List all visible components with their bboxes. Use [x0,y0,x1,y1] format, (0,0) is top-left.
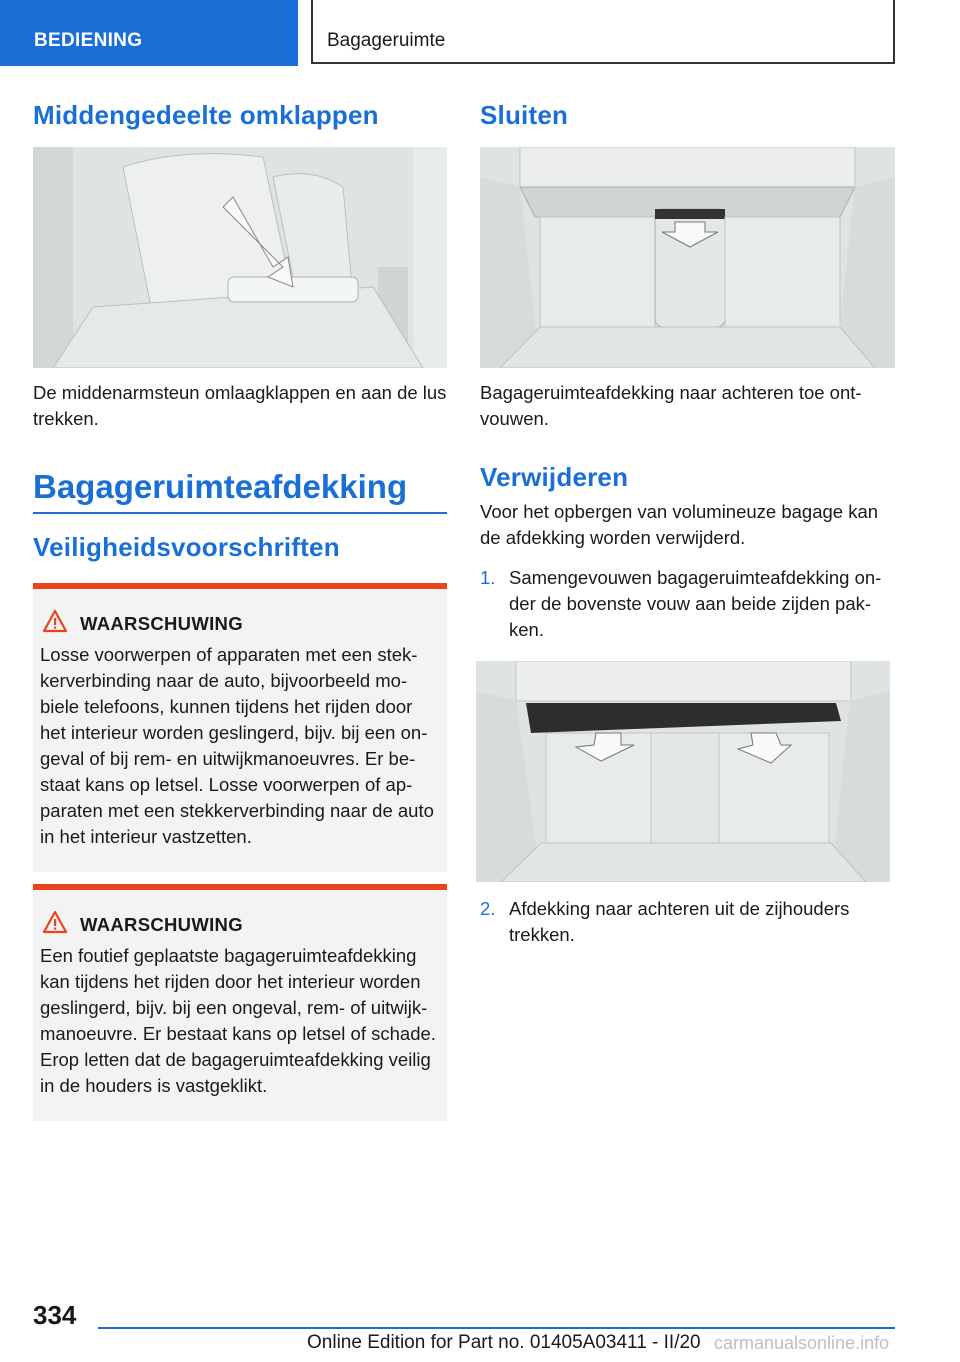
left-column [33,100,447,1121]
warning-label: WAARSCHUWING [80,612,243,634]
warning-box [33,884,447,1121]
right-column [480,100,895,948]
step-text: Afdekking naar achteren uit de zijhouders trekken. [509,898,850,945]
page-number: 334 [33,1300,77,1330]
watermark: carmanualsonline.info [714,1333,890,1353]
warning-text: Losse voorwerpen of apparaten met een stekkerverbinding naar de auto, bijvoorbeeld mobiele telefoons, kunnen tijdens het rijden door het interieur worden geslingerd, bijv. bij een ongeval of bij rem- en uitwijkmanoeuvres. Er bestaat kans op letsel. Losse voorwerpen of apparaten met een stekkerverbinding naar de auto in het interieur vastzetten. [40,644,434,847]
figure-rear-seat-armrest [33,147,447,368]
chapter-tab[interactable]: BEDIENING [0,0,298,66]
chapter-title: Bagageruimteafdekking [33,468,447,514]
close-instruction: Bagageruimteafdekking naar achteren toe ontvouwen. [480,382,862,429]
edition-text: Online Edition for Part no. 01405A03411 - II/20 [307,1332,701,1353]
warning-triangle-icon [40,609,80,638]
warning-triangle-icon [40,910,80,939]
fold-center-instruction: De middenarmsteun omlaagklappen en aan de lus trekken. [33,382,447,429]
warning-label: WAARSCHUWING [80,913,243,935]
section-title-remove: Verwijderen [480,462,629,492]
section-title-fold-center: Middengedeelte omklappen [33,100,379,130]
step-number: 1. [480,567,496,588]
list-item [480,565,895,643]
figure-cover-unfold [480,147,895,368]
section-header: Bagageruimte [311,0,895,64]
figure-cover-removal [476,661,890,882]
list-item [480,896,895,948]
remove-intro: Voor het opbergen van volumineuze bagage kan de afdekking worden verwijderd. [480,501,879,548]
warning-text: Een foutief geplaatste bagageruimteafdekking kan tijdens het rijden door het interieur worden geslingerd, bijv. bij een ongeval, rem- of uitwijkmanoeuvre. Er bestaat kans op letsel of schade. Erop letten dat de bagageruimteafdekking veilig in de houders is vastgeklikt. [40,945,436,1096]
step-number: 2. [480,898,496,919]
subsection-title-safety: Veiligheidsvoorschriften [33,532,340,562]
footer-divider [98,1327,895,1329]
step-text: Samengevouwen bagageruimteafdekking onder de bovenste vouw aan beide zijden pakken. [509,567,882,640]
warning-box [33,583,447,872]
section-title-close: Sluiten [480,100,569,130]
